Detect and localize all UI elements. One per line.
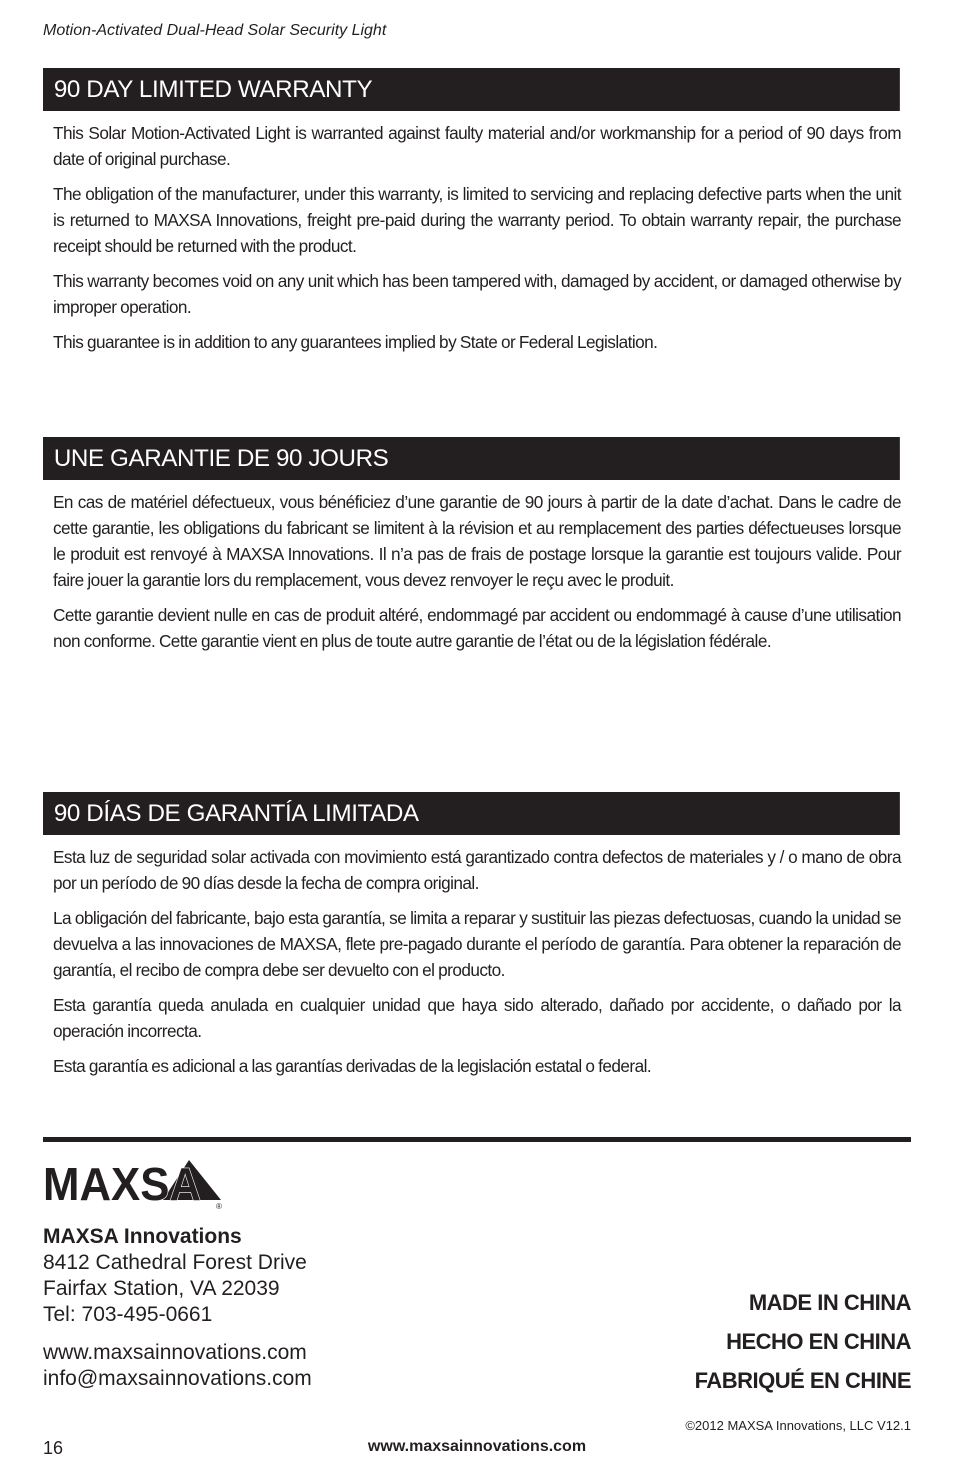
country-of-origin (695, 1283, 911, 1400)
paragraph: This guarantee is in addition to any guarantees implied by State or Federal Legislation. (53, 332, 658, 352)
svg-text:®: ® (216, 1202, 222, 1210)
paragraph: This warranty becomes void on any unit which has been tampered with, damaged by accident, or damaged otherwise by improper operation. (53, 271, 901, 317)
footer-divider (43, 1137, 911, 1142)
website-link[interactable]: www.maxsainnovations.com (43, 1341, 307, 1364)
svg-text:MAXSA: MAXSA (43, 1158, 201, 1210)
origin-french: FABRIQUÉ EN CHINE (694, 1368, 911, 1393)
page-number: 16 (43, 1438, 64, 1458)
origin-english: MADE IN CHINA (748, 1290, 911, 1315)
section-heading: UNE GARANTIE DE 90 JOURS (43, 437, 900, 480)
section-heading: 90 DAY LIMITED WARRANTY (43, 68, 900, 111)
footer-url[interactable]: www.maxsainnovations.com (367, 1438, 587, 1455)
paragraph: Esta garantía es adicional a las garantías derivadas de la legislación estatal o federal. (53, 1056, 652, 1076)
warranty-section-french (43, 437, 911, 663)
paragraph: Cette garantie devient nulle en cas de produit altéré, endommagé par accident ou endommagé à cause d’une utilisation non conforme. Cette garantie vient en plus de toute autre garantie de l’état ou de la législation fédérale. (53, 605, 901, 651)
paragraph: Esta garantía queda anulada en cualquier unidad que haya sido alterado, dañado por accidente, o dañado por la operación incorrecta. (53, 995, 901, 1041)
copyright-notice: ©2012 MAXSA Innovations, LLC V12.1 (685, 1418, 911, 1433)
paragraph: En cas de matériel défectueux, vous bénéficiez d’une garantie de 90 jours à partir de la date d’achat. Dans le cadre de cette garantie, les obligations du fabricant se limitent à la révision et au remplacement des parties défectueuses lorsque le produit est renvoyé à MAXSA Innovations. Il n’a pas de frais de postage lorsque la garantie est toujours valide. Pour faire jouer la garantie lors du remplacement, vous devez renvoyer le reçu avec le produit. (53, 492, 901, 590)
paragraph: La obligación del fabricante, bajo esta garantía, se limita a reparar y sustituir las piezas defectuosas, cuando la unidad se devuelva a las innovaciones de MAXSA, flete pre-pagado durante el período de garantía. Para obtener la reparación de garantía, el recibo de compra debe ser devuelto con el producto. (53, 908, 901, 980)
email-link[interactable]: info@maxsainnovations.com (43, 1367, 312, 1390)
section-heading: 90 DÍAS DE GARANTÍA LIMITADA (43, 792, 900, 835)
company-address (43, 1224, 312, 1392)
origin-spanish: HECHO EN CHINA (726, 1329, 911, 1354)
paragraph: This Solar Motion-Activated Light is warranted against faulty material and/or workmanship for a period of 90 days from date of original purchase. (53, 123, 901, 169)
warranty-section-spanish (43, 792, 911, 1088)
warranty-section-english (43, 68, 911, 364)
running-header: Motion-Activated Dual-Head Solar Security Light (43, 22, 387, 39)
phone-number: Tel: 703-495-0661 (43, 1303, 213, 1326)
company-name: MAXSA Innovations (43, 1225, 242, 1248)
city-state-zip: Fairfax Station, VA 22039 (43, 1277, 280, 1300)
paragraph: Esta luz de seguridad solar activada con movimiento está garantizado contra defectos de materiales y / o mano de obra por un período de 90 días desde la fecha de compra original. (53, 847, 901, 893)
maxsa-logo (43, 1158, 225, 1210)
paragraph: The obligation of the manufacturer, under this warranty, is limited to servicing and replacing defective parts when the unit is returned to MAXSA Innovations, freight pre-paid during the warranty period. To obtain warranty repair, the purchase receipt should be returned with the product. (53, 184, 901, 256)
street-address: 8412 Cathedral Forest Drive (43, 1251, 307, 1274)
